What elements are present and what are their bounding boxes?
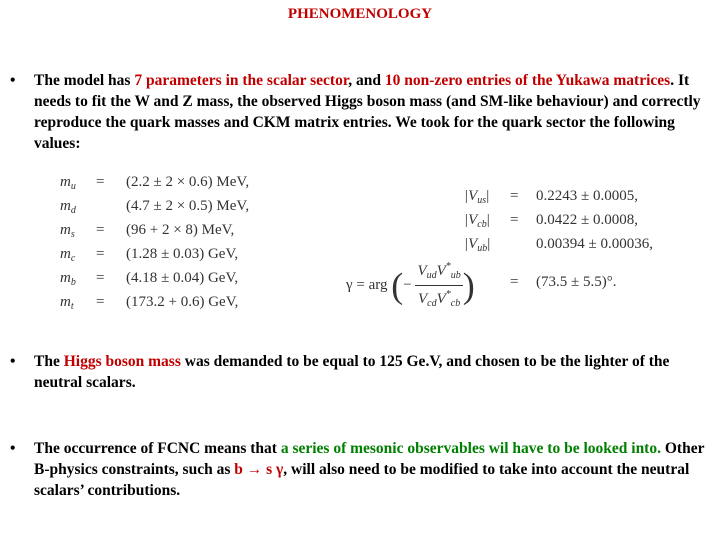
bullet-text: The model has 7 parameters in the scalar sector, and 10 non-zero entries of the Yukawa matrices. It needs to fit the W and Z mass, the observed Higgs boson mass (and SM-like behaviour) and correctly reproduce the quark masses and CKM matrix entries. We took for the quark sector the following values:: [34, 72, 701, 152]
mass-row: $m_s$: [60, 222, 75, 240]
ckm-eq: =: [510, 188, 519, 204]
mass-value: (173.2 + 0.6) GeV,: [126, 294, 239, 310]
mass-row: $m_t$: [60, 294, 74, 312]
bullet-dot: •: [10, 72, 16, 89]
minus-sign: −: [403, 276, 412, 293]
mass-value: (4.7 ± 2 × 0.5) MeV,: [126, 198, 250, 214]
mass-row: $m_d$: [60, 198, 76, 216]
highlight-mesonic-observables: a series of mesonic observables wil have to be looked into.: [280, 440, 661, 457]
ckm-value: 0.0422 ± 0.0008,: [536, 212, 638, 228]
bullet-dot: •: [10, 353, 16, 370]
gamma-eq: =: [510, 274, 519, 290]
mass-eq: =: [96, 222, 105, 238]
mass-value: (4.18 ± 0.04) GeV,: [126, 270, 239, 286]
bullet-dot: •: [10, 440, 16, 457]
mass-row: $m_u$: [60, 174, 76, 192]
left-paren: (: [391, 265, 404, 306]
ckm-value: 0.2243 ± 0.0005,: [536, 188, 638, 204]
ckm-eq: =: [510, 212, 519, 228]
highlight-yukawa-entries: 10 non-zero entries of the Yukawa matrices: [384, 72, 671, 89]
mass-eq: =: [96, 246, 105, 262]
ckm-value: 0.00394 ± 0.00036,: [536, 236, 653, 252]
bullet-text: The Higgs boson mass was demanded to be equal to 125 Ge.V, and chosen to be the lighter of the neutral scalars.: [34, 353, 670, 391]
mass-eq: =: [96, 270, 105, 286]
mass-eq: =: [96, 174, 105, 190]
highlight-higgs-mass: Higgs boson mass: [63, 353, 181, 370]
gamma-value: (73.5 ± 5.5)°.: [536, 274, 617, 290]
mass-row: $m_c$: [60, 246, 76, 264]
mass-row: $m_b$: [60, 270, 76, 288]
ckm-element: $|V_{us}|$: [464, 188, 490, 206]
ckm-element: $|V_{ub}|$: [464, 236, 491, 254]
gamma-lhs: γ = arg: [346, 276, 388, 293]
highlight-b-to-s-gamma: b → s γ: [234, 461, 284, 478]
mass-value: (2.2 ± 2 × 0.6) MeV,: [126, 174, 250, 190]
gamma-equation: [346, 258, 475, 309]
ckm-element: $|V_{cb}|$: [464, 212, 490, 230]
bullet-text: The occurrence of FCNC means that a series of mesonic observables wil have to be looked into. Other B-physics constraints, such as b → s γ, will also need to be modified to take into account the neutral scalars’ contributions.: [34, 440, 705, 499]
mass-value: (96 + 2 × 8) MeV,: [126, 222, 235, 238]
page-title: PHENOMENOLOGY: [287, 6, 433, 22]
highlight-scalar-params: 7 parameters in the scalar sector: [134, 72, 349, 89]
gamma-fraction: $\frac{V_{ud}V^*_{ub}}{V_{cd}V^*_{cb}}$: [415, 258, 462, 313]
mass-value: (1.28 ± 0.03) GeV,: [126, 246, 239, 262]
mass-eq: =: [96, 294, 105, 310]
right-paren: ): [462, 265, 475, 306]
